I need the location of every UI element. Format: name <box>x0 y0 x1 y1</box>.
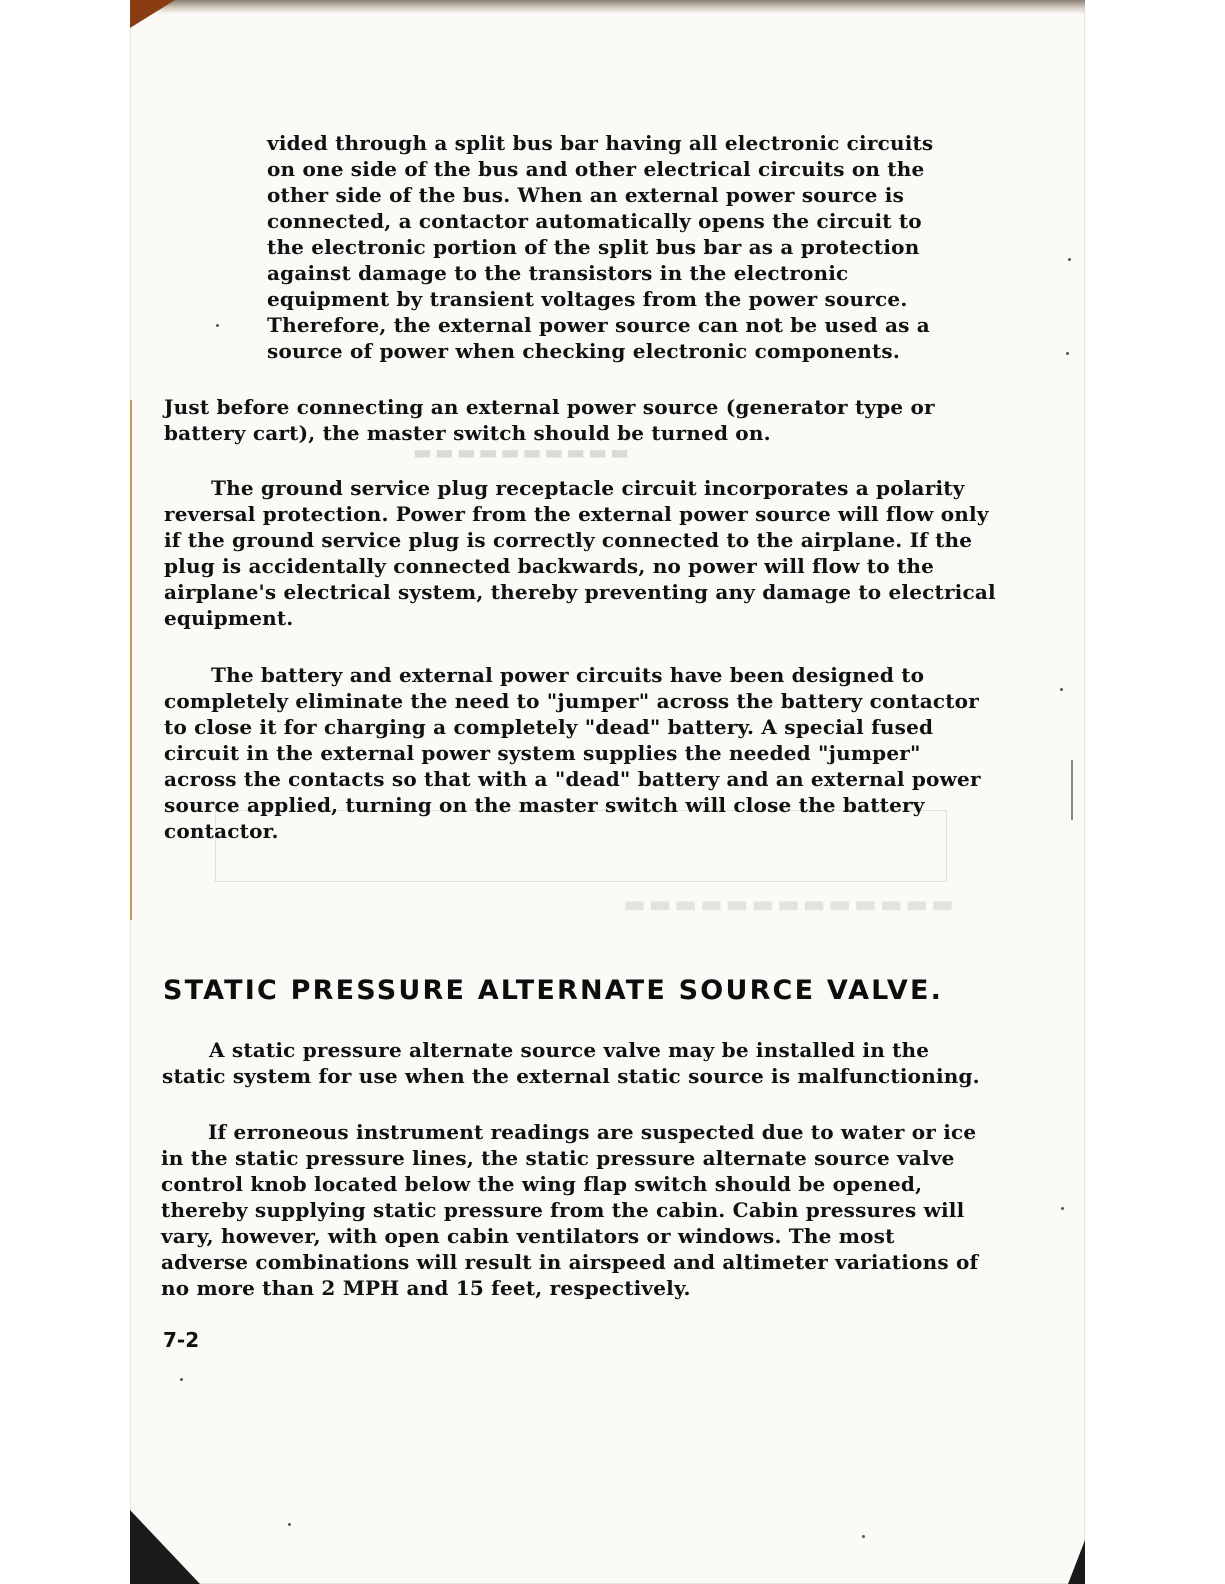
scan-speck <box>180 1378 183 1381</box>
scan-speck <box>288 1523 291 1526</box>
bleed-through-text: ▬▬▬▬▬▬▬▬▬▬ <box>410 440 629 464</box>
scan-speck <box>1060 688 1063 691</box>
page-corner-fold <box>130 0 175 28</box>
page-corner-shadow-left <box>130 1510 200 1584</box>
section-heading: STATIC PRESSURE ALTERNATE SOURCE VALVE. <box>163 975 944 1006</box>
page-number: 7-2 <box>163 1328 200 1352</box>
valve-paragraph: A static pressure alternate source valve may be installed in the static system for use when the external static source is malfunctioning. <box>162 1038 980 1088</box>
page-top-edge <box>130 0 1085 14</box>
scan-speck <box>1061 1207 1064 1210</box>
page-corner-shadow-right <box>1068 1540 1085 1584</box>
scan-speck <box>216 324 219 327</box>
bleed-through-heading: ▬▬▬▬▬▬▬▬▬▬▬▬▬ <box>620 890 954 918</box>
jumper-paragraph: The battery and external power circuits have been designed to completely eliminate the need to "jumper" across the battery contactor to close it for charging a completely "dead" battery. A special fused circuit in the external power system supplies the needed "jumper" across the contacts so that with a "dead" battery and an external power source applied, turning on the master switch will close the battery contactor. <box>164 663 981 843</box>
page-right-edge <box>1071 760 1073 820</box>
polarity-paragraph: The ground service plug receptacle circuit incorporates a polarity reversal protection. Power from the external power source will flow only if the ground service plug is correctly connected to the airplane. If the plug is accidentally connected backwards, no power will flow to the airplane's electrical system, thereby preventing any damage to electrical equipment. <box>164 476 996 630</box>
scan-speck <box>1068 258 1071 261</box>
page-left-edge <box>130 400 132 920</box>
erroneous-readings-paragraph: If erroneous instrument readings are suspected due to water or ice in the static pressure lines, the static pressure alternate source valve control knob located below the wing flap switch should be opened, thereby supplying static pressure from the cabin. Cabin pressures will vary, however, with open cabin ventilators or windows. The most adverse combinations will result in airspeed and altimeter variations of no more than 2 MPH and 15 feet, respectively. <box>161 1120 979 1300</box>
scan-speck <box>1066 352 1069 355</box>
scan-speck <box>862 1535 865 1538</box>
master-switch-paragraph: Just before connecting an external power source (generator type or battery cart), the master switch should be turned on. <box>164 395 935 445</box>
intro-paragraph: vided through a split bus bar having all electronic circuits on one side of the bus and other electrical circuits on the other side of the bus. When an external power source is connected, a contactor automatically opens the circuit to the electronic portion of the split bus bar as a protection against damage to the transistors in the electronic equipment by transient voltages from the power source. Therefore, the external power source can not be used as a source of power when checking electronic components. <box>267 131 934 363</box>
